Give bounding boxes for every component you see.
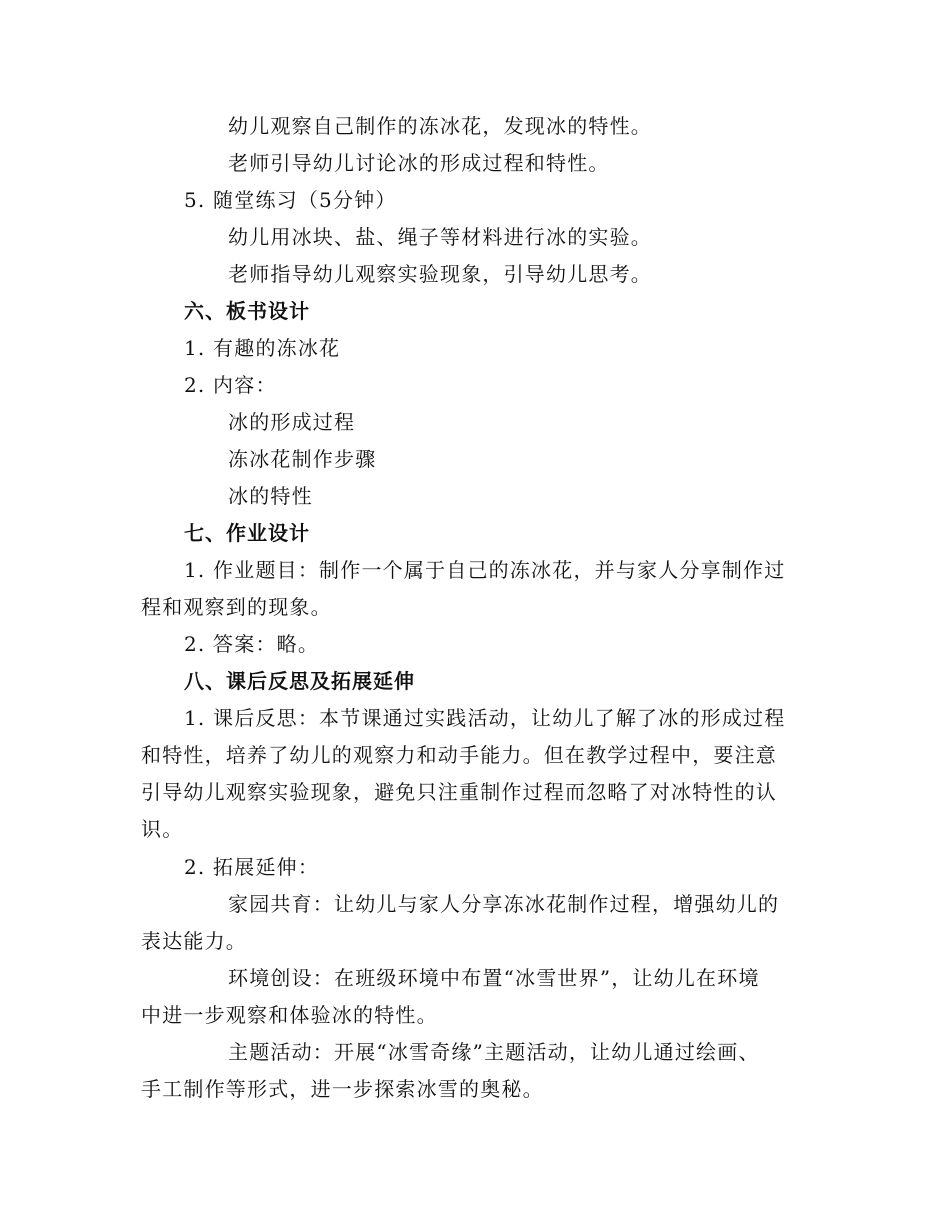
list-item: 1. 课后反思：本节课通过实践活动，让幼儿了解了冰的形成过程 xyxy=(184,706,786,730)
list-item: 2. 拓展延伸： xyxy=(184,855,320,879)
paragraph-line: 老师指导幼儿观察实验现象，引导幼儿思考。 xyxy=(228,262,652,286)
paragraph-line: 识。 xyxy=(141,817,184,841)
paragraph-line: 中进一步观察和体验冰的特性。 xyxy=(141,1003,438,1027)
paragraph-line: 老师引导幼儿讨论冰的形成过程和特性。 xyxy=(228,151,610,175)
paragraph-line: 表达能力。 xyxy=(141,929,247,953)
paragraph-line: 和特性，培养了幼儿的观察力和动手能力。但在教学过程中，要注意 xyxy=(141,743,777,767)
list-item: 5. 随堂练习（5分钟） xyxy=(184,188,397,212)
list-item: 2. 内容： xyxy=(184,373,277,397)
paragraph-line: 冰的形成过程 xyxy=(228,410,356,434)
list-item: 2. 答案：略。 xyxy=(184,632,320,656)
paragraph-line: 幼儿观察自己制作的冻冰花，发现冰的特性。 xyxy=(228,114,652,138)
paragraph-line: 手工制作等形式，进一步探索冰雪的奥秘。 xyxy=(141,1077,544,1101)
paragraph-line: 冻冰花制作步骤 xyxy=(228,447,377,471)
paragraph-line: 冰的特性 xyxy=(228,484,313,508)
list-item: 1. 作业题目：制作一个属于自己的冻冰花，并与家人分享制作过 xyxy=(184,558,786,582)
paragraph-line: 环境创设：在班级环境中布置“冰雪世界”，让幼儿在环境 xyxy=(228,966,760,990)
section-heading: 六、板书设计 xyxy=(184,299,310,323)
paragraph-line: 程和观察到的现象。 xyxy=(141,595,332,619)
section-heading: 八、课后反思及拓展延伸 xyxy=(184,669,415,693)
paragraph-line: 引导幼儿观察实验现象，避免只注重制作过程而忽略了对冰特性的认 xyxy=(141,780,777,804)
paragraph-line: 幼儿用冰块、盐、绳子等材料进行冰的实验。 xyxy=(228,225,652,249)
section-heading: 七、作业设计 xyxy=(184,521,310,545)
list-item: 1. 有趣的冻冰花 xyxy=(184,336,341,360)
paragraph-line: 家园共育：让幼儿与家人分享冻冰花制作过程，增强幼儿的 xyxy=(228,892,780,916)
paragraph-line: 主题活动：开展“冰雪奇缘”主题活动，让幼儿通过绘画、 xyxy=(228,1040,760,1064)
